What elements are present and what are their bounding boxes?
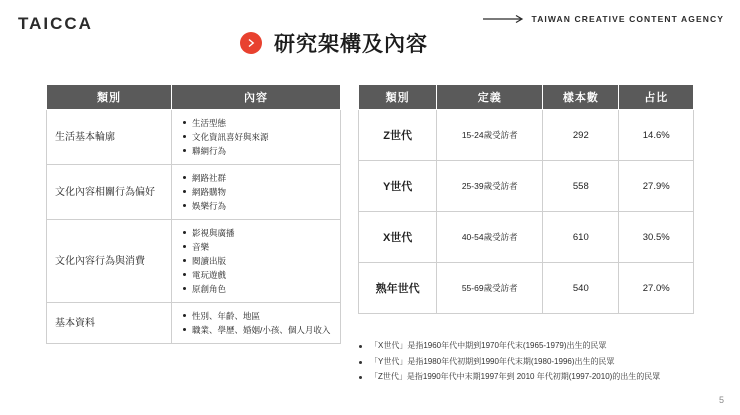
column-header-content: 內容 (172, 85, 341, 110)
list-item: 閱讀出版 (192, 254, 332, 268)
table-row (47, 220, 341, 303)
taicca-logo: TAICCA (18, 14, 93, 33)
list-item: 聯網行為 (192, 144, 332, 158)
list-item: 電玩遊戲 (192, 268, 332, 282)
brand-text: TAIWAN CREATIVE CONTENT AGENCY (531, 14, 724, 24)
cell-generation: Y世代 (359, 161, 437, 212)
column-header-sample-size: 樣本數 (543, 85, 619, 110)
content-list (180, 309, 332, 337)
long-arrow-right-icon (483, 14, 525, 24)
cell-definition: 25-39歲受訪者 (437, 161, 543, 212)
cell-category: 生活基本輪廓 (47, 110, 172, 165)
footnote-list (358, 338, 728, 385)
cell-generation: Z世代 (359, 110, 437, 161)
content-list (180, 226, 332, 296)
list-item: 網路購物 (192, 185, 332, 199)
content-list (180, 171, 332, 213)
brand-lockup (483, 14, 724, 24)
list-item: 網路社群 (192, 171, 332, 185)
list-item: 娛樂行為 (192, 199, 332, 213)
table-row (359, 212, 694, 263)
cell-percent: 27.0% (619, 263, 694, 314)
table-row (47, 110, 341, 165)
cell-definition: 55-69歲受訪者 (437, 263, 543, 314)
list-item: 音樂 (192, 240, 332, 254)
table-header-row (47, 85, 341, 110)
list-item: 職業、學歷、婚姻/小孩、個人月收入 (192, 323, 332, 337)
page-number: 5 (718, 395, 724, 405)
table-header-row (359, 85, 694, 110)
cell-category: 文化內容相關行為偏好 (47, 165, 172, 220)
page-title-text: 研究架構及內容 (274, 33, 428, 56)
cell-sample-size: 540 (543, 263, 619, 314)
cell-generation: 熟年世代 (359, 263, 437, 314)
cell-percent: 30.5% (619, 212, 694, 263)
footnote-item: 「X世代」是指1960年代中期到1970年代末(1965-1979)出生的民眾 (358, 338, 728, 354)
table-row (359, 161, 694, 212)
research-framework-table (46, 84, 341, 344)
list-item: 影視與廣播 (192, 226, 332, 240)
table-row (359, 110, 694, 161)
list-item: 生活型態 (192, 116, 332, 130)
cell-content (172, 303, 341, 344)
page-title (240, 28, 428, 58)
chevron-right-circle-icon (240, 32, 262, 54)
cell-definition: 40-54歲受訪者 (437, 212, 543, 263)
footnote-item: 「Z世代」是指1990年代中末期1997年到 2010 年代初期(1997-2010)的出生的民眾 (358, 369, 728, 385)
table-row (47, 303, 341, 344)
column-header-definition: 定義 (437, 85, 543, 110)
cell-definition: 15-24歲受訪者 (437, 110, 543, 161)
cell-generation: X世代 (359, 212, 437, 263)
list-item: 原創角色 (192, 282, 332, 296)
cell-percent: 27.9% (619, 161, 694, 212)
content-list (180, 116, 332, 158)
cell-category: 基本資料 (47, 303, 172, 344)
cell-content (172, 165, 341, 220)
generation-sample-table (358, 84, 694, 314)
column-header-category: 類別 (359, 85, 437, 110)
cell-sample-size: 292 (543, 110, 619, 161)
cell-content (172, 110, 341, 165)
list-item: 文化資訊喜好與來源 (192, 130, 332, 144)
cell-content (172, 220, 341, 303)
cell-category: 文化內容行為與消費 (47, 220, 172, 303)
cell-percent: 14.6% (619, 110, 694, 161)
cell-sample-size: 610 (543, 212, 619, 263)
table-row (47, 165, 341, 220)
footnote-item: 「Y世代」是指1980年代初期到1990年代末期(1980-1996)出生的民眾 (358, 354, 728, 370)
table-row (359, 263, 694, 314)
list-item: 性別、年齡、地區 (192, 309, 332, 323)
column-header-category: 類別 (47, 85, 172, 110)
cell-sample-size: 558 (543, 161, 619, 212)
column-header-percent: 占比 (619, 85, 694, 110)
